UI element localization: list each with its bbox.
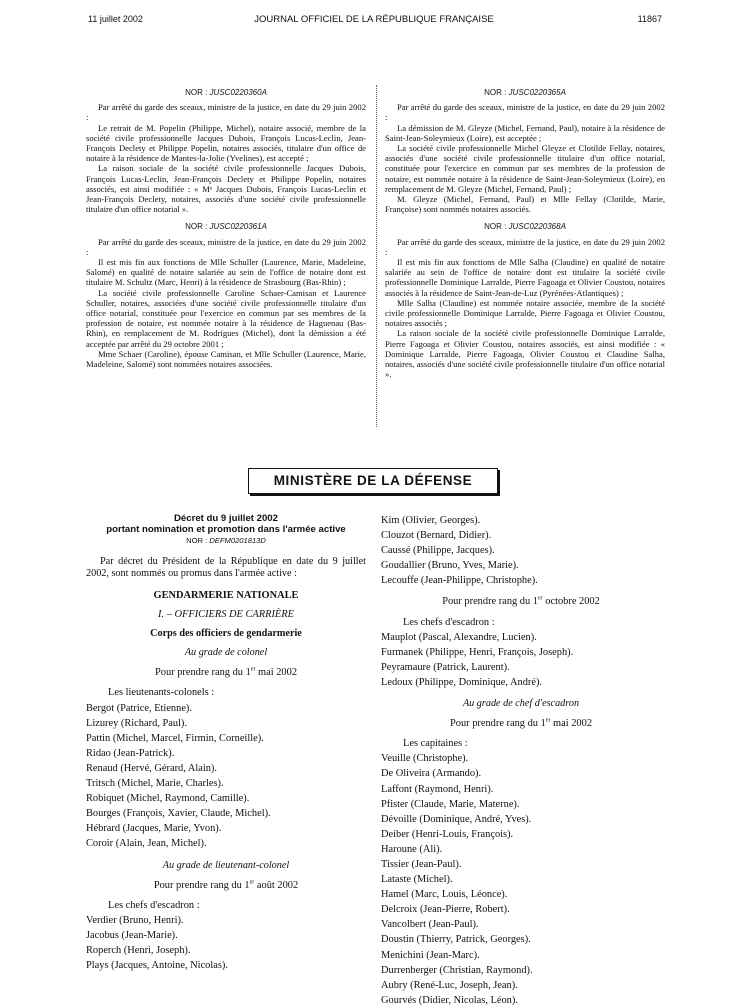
arrete-block xyxy=(385,88,665,214)
arrete-block xyxy=(385,222,665,379)
officer-entry: De Oliveira (Armando). xyxy=(381,768,482,780)
officer-entry: Menichini (Jean-Marc). xyxy=(381,949,480,961)
officer-entry: Verdier (Bruno, Henri). xyxy=(86,914,184,926)
officer-entry: Lizurey (Richard, Paul). xyxy=(86,717,187,729)
arrete-paragraph: Par arrêté du garde des sceaux, ministre de la justice, en date du 29 juin 2002 : xyxy=(385,236,665,257)
chefs-escadron-label-oct: Les chefs d'escadron : xyxy=(403,616,495,628)
lt-colonel-aout-list-cont xyxy=(381,513,661,588)
chefs-escadron-label: Les chefs d'escadron : xyxy=(108,899,200,911)
arrete-paragraph: La démission de M. Gleyze (Michel, Fernand, Paul), notaire à la résidence de Saint-Jean-Soleymieux (Loire), est acceptée ; xyxy=(385,122,665,143)
arrete-paragraph: La société civile professionnelle Caroline Schaer-Camisan et Laurence Schuller, notaires, associées d'une société civile professionnelle titulaire d'un office notarial, constituée pour l'exercice en commun par ses membres de la profession de notaire, est nommée notaire à la résidence de Haguenau (Bas-Rhin), en remplacement de M. Rodrigues (Michel), dont la démission a été acceptée par arrêté du 29 octobre 2001 ; xyxy=(86,287,366,349)
arrete-block xyxy=(86,88,366,214)
nor-reference: NOR : JUSC0220368A xyxy=(484,222,566,232)
officer-entry: Plays (Jacques, Antoine, Nicolas). xyxy=(86,960,228,972)
officer-entry: Furmanek (Philippe, Henri, François, Joseph). xyxy=(381,646,574,658)
lt-colonel-octobre-list xyxy=(381,630,661,690)
officer-entry: Gourvés (Didier, Nicolas, Léon). xyxy=(381,994,518,1006)
lt-colonel-aout-list xyxy=(86,913,366,973)
arrete-paragraph: Le retrait de M. Popelin (Philippe, Michel), notaire associé, membre de la société civile professionnelle Jacques Dubois, François Lucas-Leclin, Jean-François Declety et Philippe Popelin, notaires associés, titulaire d'un office de notaire à la résidence de Mantes-la-Jolie (Yvelines), est accepté ; xyxy=(86,122,366,164)
rang-mai-chef: Pour prendre rang du 1er mai 2002 xyxy=(449,717,593,730)
rang-aout: Pour prendre rang du 1er août 2002 xyxy=(153,879,299,891)
header-page-number: 11867 xyxy=(637,14,662,24)
decree-title: Décret du 9 juillet 2002 xyxy=(174,513,278,524)
rang-mai: Pour prendre rang du 1er mai 2002 xyxy=(154,666,298,679)
officer-entry: Bourges (François, Xavier, Claude, Michel). xyxy=(86,808,271,820)
officer-entry: Ledoux (Philippe, Dominique, André). xyxy=(381,676,543,688)
officer-entry: Dévoille (Dominique, André, Yves). xyxy=(381,813,532,825)
officer-entry: Lataste (Michel). xyxy=(381,874,453,886)
officer-entry: Tritsch (Michel, Marie, Charles). xyxy=(86,778,224,790)
arrete-paragraph: La raison sociale de la société civile professionnelle Jacques Dubois, François Lucas-Leclin, Jean-François Declety et Philippe Popelin, notaires associés, est ainsi modifiée : « Mᵉ Jacques Dubois, François Lucas-Leclin et Jean-François Declety, notaires, associés d'une société civile professionnelle titulaire d'un office notarial ». xyxy=(86,163,366,215)
header-journal-title: JOURNAL OFFICIEL DE LA RÉPUBLIQUE FRANÇAISE xyxy=(254,14,494,25)
officer-entry: Bergot (Patrice, Etienne). xyxy=(86,702,192,714)
officer-entry: Pattin (Michel, Marcel, Firmin, Corneille). xyxy=(86,732,264,744)
officer-entry: Delcroix (Jean-Pierre, Robert). xyxy=(381,904,510,916)
officer-entry: Pfister (Claude, Marie, Materne). xyxy=(381,798,520,810)
arrete-paragraph: Mme Schaer (Caroline), épouse Camisan, et Mlle Schuller (Laurence, Marie, Madeleine, Salomé) sont nommées notaires associées. xyxy=(86,348,366,370)
arrete-paragraph: La société civile professionnelle Michel Gleyze et Clotilde Fellay, notaires, associés d'une société civile professionnelle titulaire d'un office notarial, constituée pour l'exercice en commun par ses membres de la profession de notaire, est nommée notaire à la résidence de Saint-Jean-Soleymieux (Loire), en remplacement de M. Gleyze (Michel, Fernand, Paul) ; xyxy=(385,143,665,194)
gendarmerie-heading: GENDARMERIE NATIONALE xyxy=(153,590,299,601)
capitaines-label: Les capitaines : xyxy=(403,738,468,750)
officer-entry: Veuille (Christophe). xyxy=(381,753,469,765)
arrete-paragraph: La raison sociale de la société civile professionnelle Dominique Larralde, Pierre Fagoaga et Olivier Coustou, notaires associés, est ainsi modifiée : « Dominique Larralde, Pierre Fagoaga, Olivier Coustou et Claudine Salha, notaires, associés d'une société civile professionnelle titulaire d'un office notarial ». xyxy=(385,328,665,380)
arrete-paragraph: Par arrêté du garde des sceaux, ministre de la justice, en date du 29 juin 2002 : xyxy=(385,102,665,123)
officer-entry: Doustin (Thierry, Patrick, Georges). xyxy=(381,934,531,946)
colonel-list xyxy=(86,701,366,852)
arrete-paragraph: Il est mis fin aux fonctions de Mlle Schuller (Laurence, Marie, Madeleine, Salomé) en qualité de notaire salariée au sein de l'office de notaire dont est titulaire M. Schultz (Marc, Henri) à la résidence de Strasbourg (Bas-Rhin) ; xyxy=(86,257,366,288)
decree-subtitle: portant nomination et promotion dans l'armée active xyxy=(106,524,346,535)
officer-entry: Haroune (Ali). xyxy=(381,843,443,855)
officer-entry: Lecouffe (Jean-Philippe, Christophe). xyxy=(381,575,538,587)
ministry-banner: MINISTÈRE DE LA DÉFENSE xyxy=(248,468,498,494)
rang-octobre: Pour prendre rang du 1er octobre 2002 xyxy=(442,596,600,608)
officer-entry: Robiquet (Michel, Raymond, Camille). xyxy=(86,793,250,805)
grade-colonel-heading: Au grade de colonel xyxy=(184,647,268,659)
officer-entry: Tissier (Jean-Paul). xyxy=(381,858,462,870)
grade-chef-escadron-heading: Au grade de chef d'escadron xyxy=(462,698,580,710)
right-column xyxy=(385,88,665,387)
arrete-paragraph: M. Gleyze (Michel, Fernand, Paul) et Mlle Fellay (Clotilde, Marie, Françoise) sont nommés notaires associés. xyxy=(385,194,665,215)
decree-left-column xyxy=(86,513,366,973)
officer-entry: Aubry (René-Luc, Joseph, Jean). xyxy=(381,979,518,991)
decree-nor: NOR : DEFM0201813D xyxy=(186,536,266,545)
arrete-paragraph: Par arrêté du garde des sceaux, ministre de la justice, en date du 29 juin 2002 : xyxy=(86,236,366,257)
officer-entry: Ridao (Jean-Patrick). xyxy=(86,747,175,759)
chef-escadron-list xyxy=(381,751,661,1008)
nor-reference: NOR : JUSC0220360A xyxy=(185,88,267,97)
officer-entry: Caussé (Philippe, Jacques). xyxy=(381,545,495,557)
officer-entry: Deiber (Henri-Louis, François). xyxy=(381,828,514,840)
corps-heading: Corps des officiers de gendarmerie xyxy=(150,628,302,640)
officer-entry: Kim (Olivier, Georges). xyxy=(381,515,481,526)
arrete-paragraph: Par arrêté du garde des sceaux, ministre de la justice, en date du 29 juin 2002 : xyxy=(86,102,366,123)
nor-reference: NOR : JUSC0220361A xyxy=(185,222,267,232)
officer-entry: Hébrard (Jacques, Marie, Yvon). xyxy=(86,823,222,835)
arrete-block xyxy=(86,222,366,369)
arrete-paragraph: Il est mis fin aux fonctions de Mlle Salha (Claudine) en qualité de notaire salariée au sein de l'office de notaire dont est titulaire la société civile professionnelle Dominique Larralde, Pierre Fagoaga et Olivier Coustou, notaires associés à la résidence de Saint-Jean-de-Luz (Pyrénées-Atlantiques) ; xyxy=(385,257,665,298)
officer-entry: Durrenberger (Christian, Raymond). xyxy=(381,964,533,976)
officer-entry: Coroir (Alain, Jean, Michel). xyxy=(86,838,207,850)
officer-entry: Hamel (Marc, Louis, Léonce). xyxy=(381,889,508,901)
officer-entry: Roperch (Henri, Joseph). xyxy=(86,944,191,956)
lieutenants-colonels-label: Les lieutenants-colonels : xyxy=(108,687,215,699)
officer-entry: Renaud (Hervé, Gérard, Alain). xyxy=(86,762,217,774)
header-date: 11 juillet 2002 xyxy=(88,14,143,24)
nor-reference: NOR : JUSC0220365A xyxy=(484,88,566,97)
officer-entry: Peyramaure (Patrick, Laurent). xyxy=(381,661,510,673)
officer-entry: Goudallier (Bruno, Yves, Marie). xyxy=(381,560,519,572)
officer-entry: Jacobus (Jean-Marie). xyxy=(86,929,178,941)
column-divider xyxy=(376,85,377,427)
carriere-heading: I. – OFFICIERS DE CARRIÈRE xyxy=(158,609,294,621)
officer-entry: Vancolbert (Jean-Paul). xyxy=(381,919,479,931)
arrete-paragraph: Mlle Salha (Claudine) est nommée notaire associée, membre de la société civile professionnelle Dominique Larralde, Pierre Fagoaga et Olivier Coustou, notaires associés ; xyxy=(385,297,665,329)
left-column xyxy=(86,88,366,377)
decree-right-column xyxy=(381,513,661,1008)
grade-lt-colonel-heading: Au grade de lieutenant-colonel xyxy=(162,859,290,871)
officer-entry: Clouzot (Bernard, Didier). xyxy=(381,530,492,542)
page-header xyxy=(0,14,748,28)
officer-entry: Laffont (Raymond, Henri). xyxy=(381,783,494,795)
officer-entry: Mauplot (Pascal, Alexandre, Lucien). xyxy=(381,631,537,643)
decree-intro: Par décret du Président de la République en date du 9 juillet 2002, sont nommés ou promus dans l'armée active : xyxy=(86,556,366,579)
